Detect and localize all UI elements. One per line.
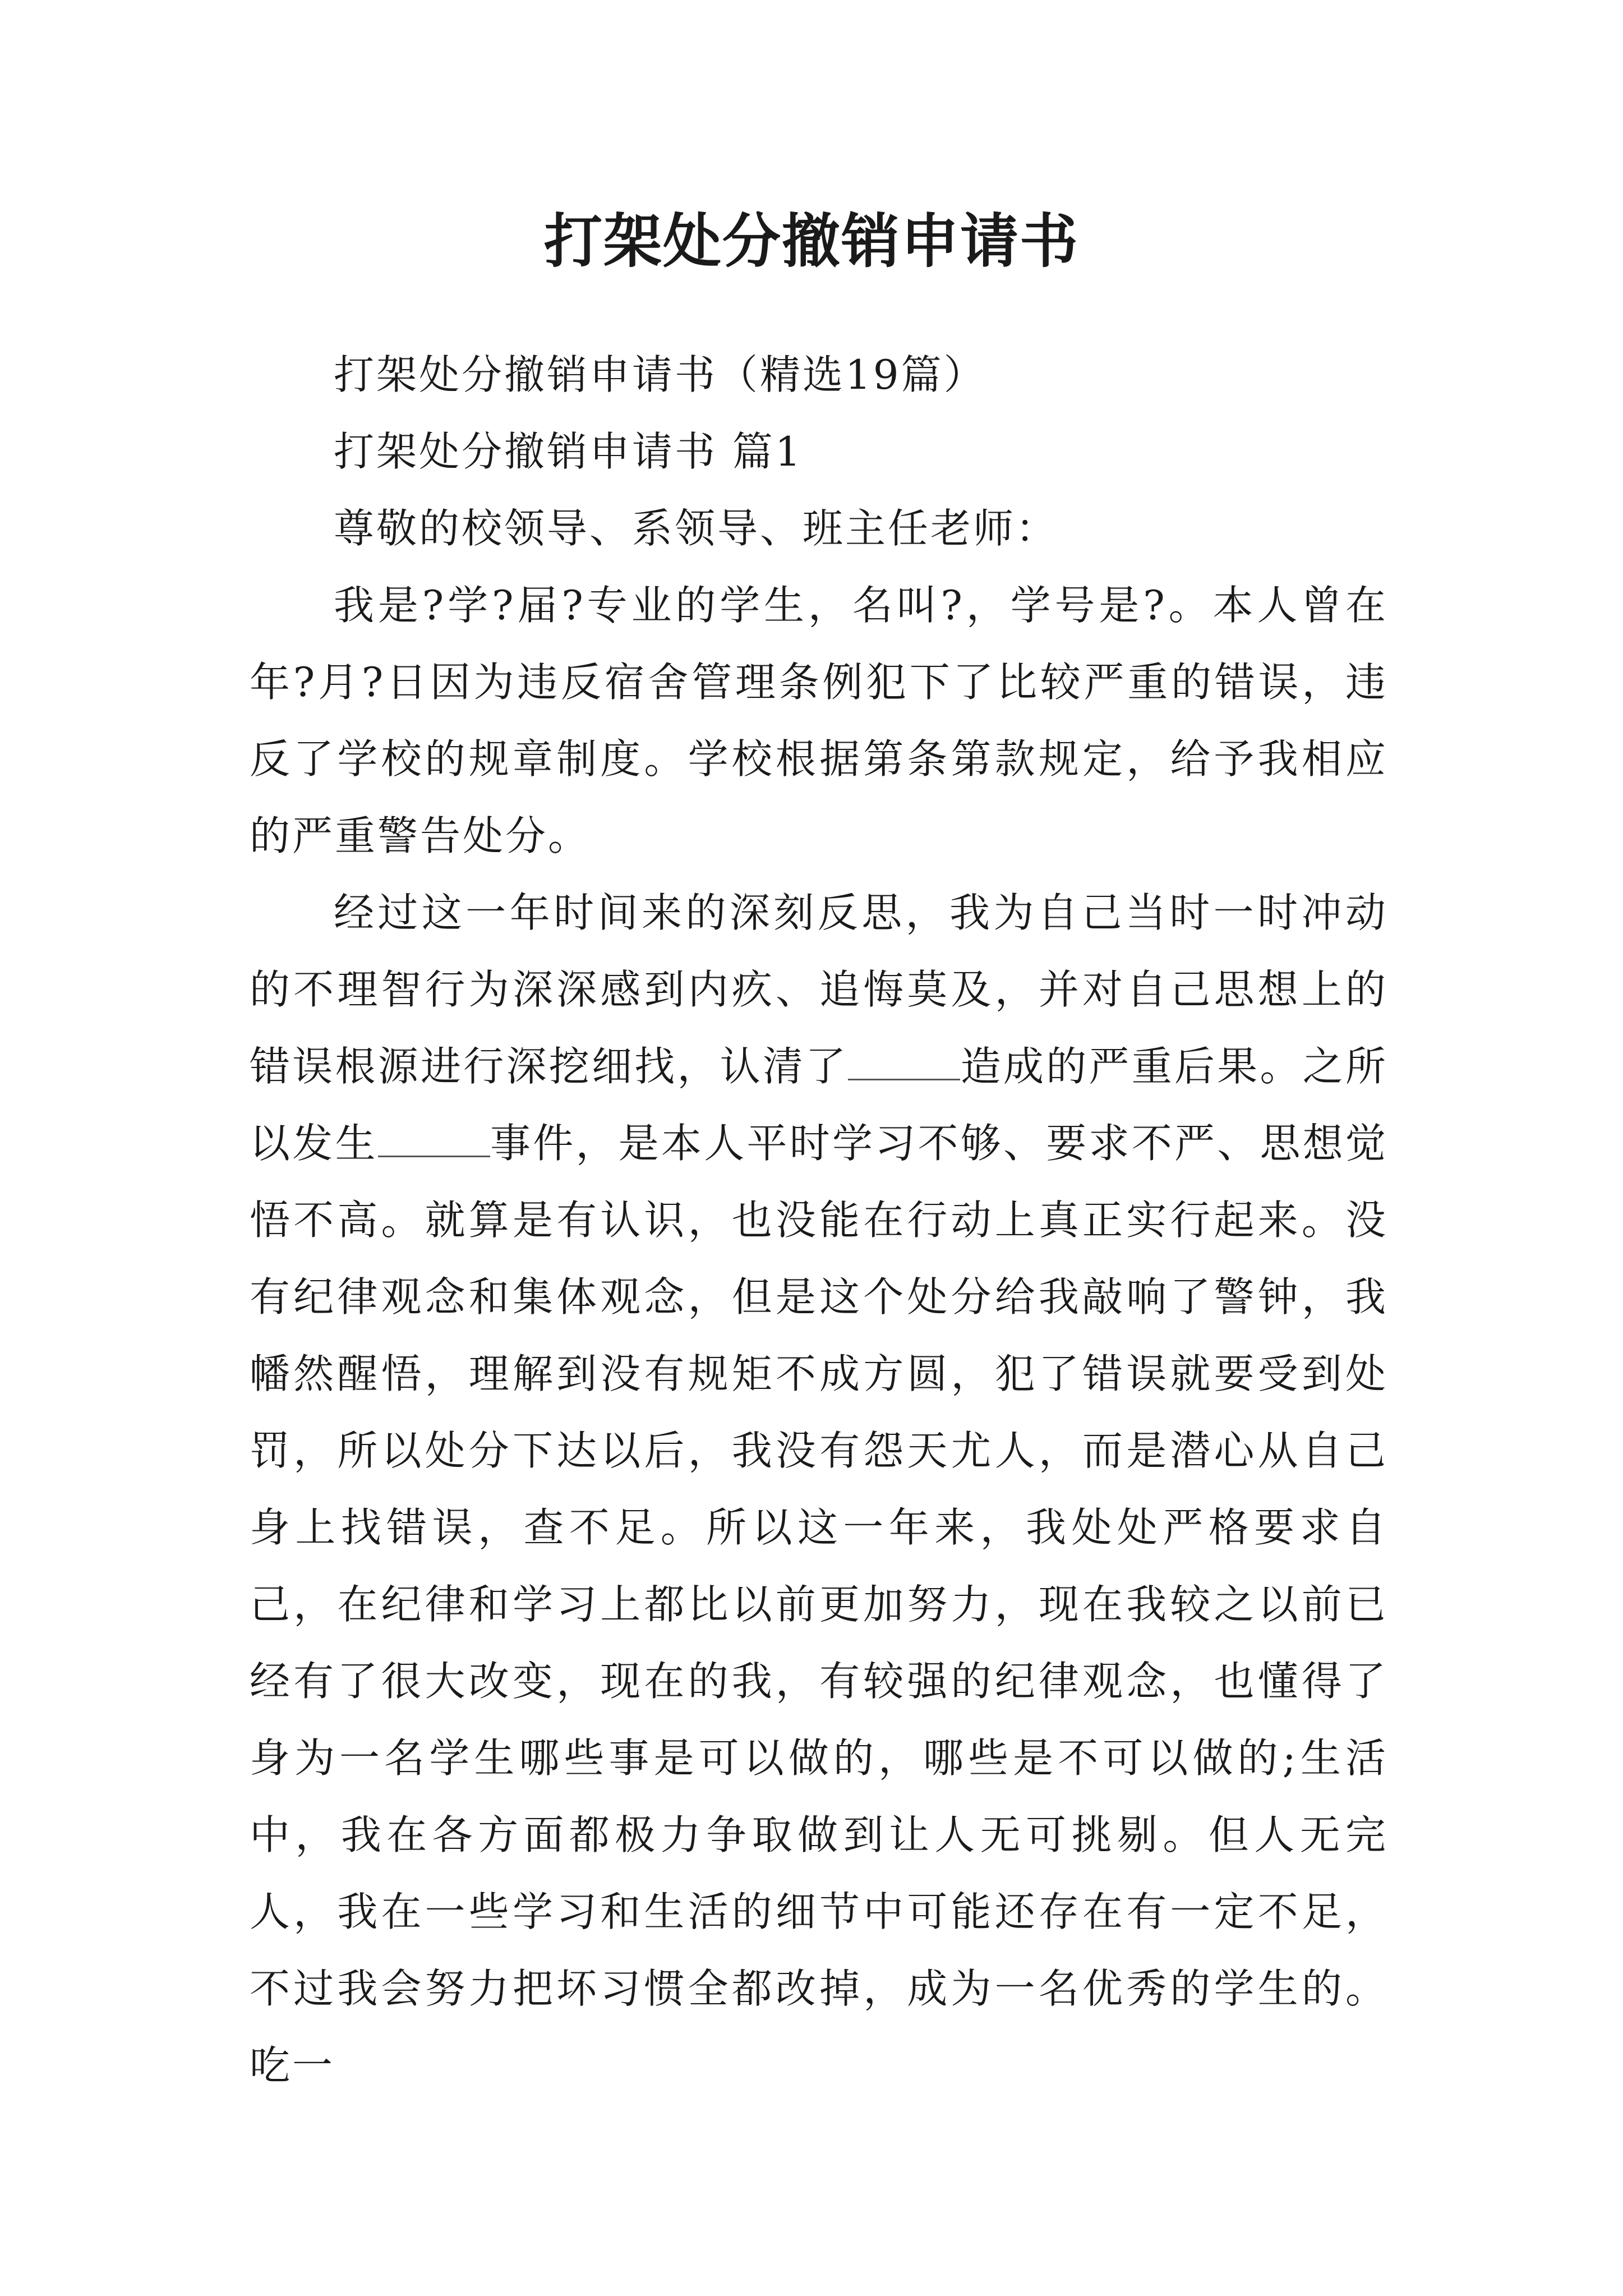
fill-in-blank bbox=[848, 1045, 960, 1080]
paragraph-reflection-part-3: 事件，是本人平时学习不够、要求不严、思想觉悟不高。就算是有认识，也没能在行动上真正实行起来。没有纪律观念和集体观念，但是这个处分给我敲响了警钟，我幡然醒悟，理解到没有规矩不成方圆，犯了错误就要受到处罚，所以处分下达以后，我没有怨天尤人，而是潜心从自己身上找错误，查不足。所以这一年来，我处处严格要求自己，在纪律和学习上都比以前更加努力，现在我较之以前已经有了很大改变，现在的我，有较强的纪律观念，也懂得了身为一名学生哪些事是可以做的，哪些是不可以做的;生活中，我在各方面都极力争取做到让人无可挑剔。但人无完人，我在一些学习和生活的细节中可能还存在有一定不足，不过我会努力把坏习惯全都改掉，成为一名优秀的学生的。吃一 bbox=[250, 1120, 1388, 2089]
paragraph-salutation: 尊敬的校领导、系领导、班主任老师： bbox=[334, 505, 1059, 552]
document-title: 打架处分撤销申请书 bbox=[543, 206, 1079, 275]
paragraph-section-heading: 打架处分撤销申请书 篇1 bbox=[334, 428, 803, 475]
paragraph-introduction: 我是?学?届?专业的学生，名叫?，学号是?。本人曾在年?月?日因为违反宿舍管理条例犯下了比较严重的错误，违反了学校的规章制度。学校根据第条第款规定，给予我相应的严重警告处分。 bbox=[250, 582, 1388, 859]
paragraph-subtitle: 打架处分撤销申请书（精选19篇） bbox=[334, 351, 986, 398]
paragraph-reflection-part-1: 经过这一年时间来的深刻反思，我为自己当时一时冲动的不理智行为深深感到内疚、追悔莫及，并对自己思想上的错误根源进行深挖细找，认清了 bbox=[250, 889, 1388, 1090]
paragraph-reflection-part-2: 造成的严重后果。之所以发生 bbox=[250, 1043, 1388, 1167]
paragraph-reflection bbox=[250, 875, 1388, 2104]
document-body bbox=[250, 337, 1388, 2104]
fill-in-blank bbox=[378, 1122, 490, 1157]
